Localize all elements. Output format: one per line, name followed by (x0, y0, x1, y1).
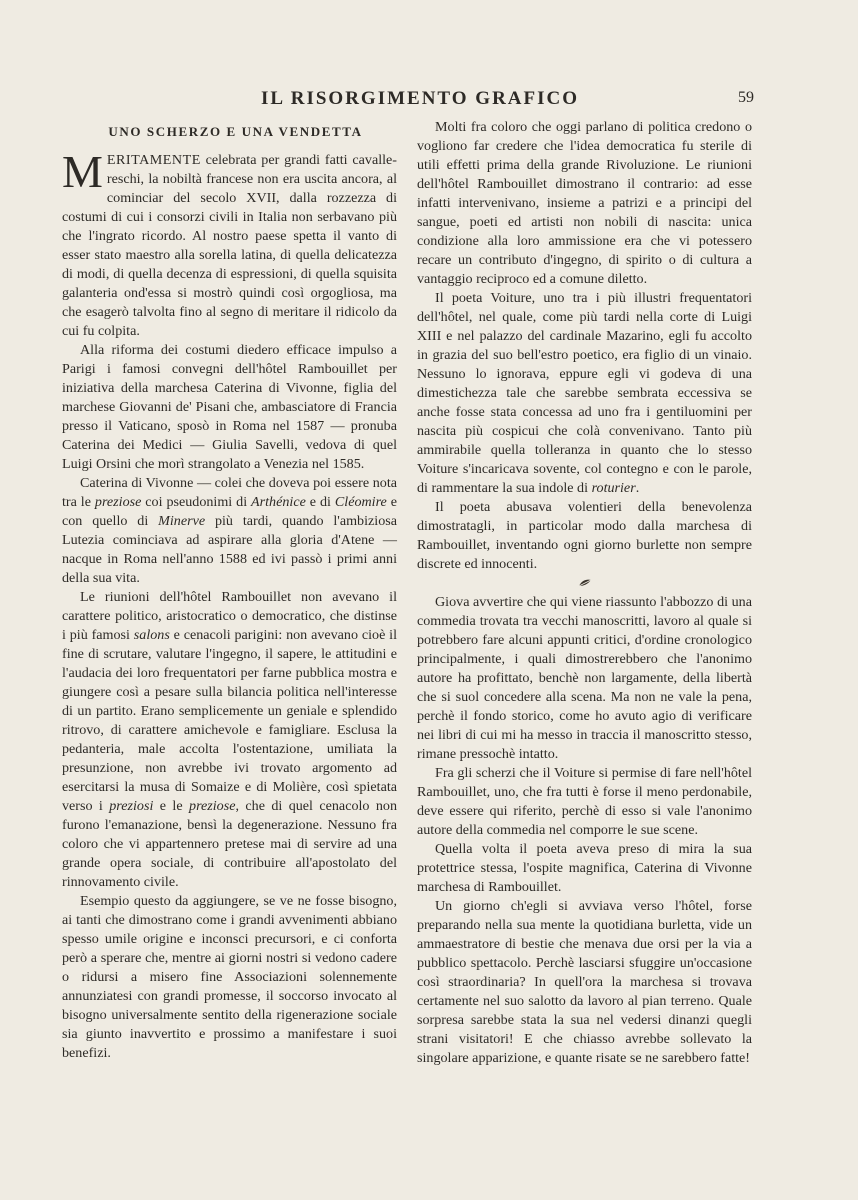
small-caps-lead: ERITAMENTE (106, 152, 201, 168)
text-run: e di (305, 494, 335, 510)
page-number: 59 (738, 89, 754, 106)
text-run: . (635, 480, 640, 496)
italic-term: Arthénice (251, 494, 306, 510)
paragraph-1 (62, 146, 397, 341)
italic-term: preziose (94, 494, 142, 510)
right-column (417, 118, 752, 1068)
paragraph-text: celebrata per grandi fatti cavalle-reschi, la nobiltà francese non era uscita ancora, al cominciar del secolo XVII, dalla rozzezza di costumi di cui i consorzi civili in Italia non serbavano più che l'ingrato ricordo. Al nostro paese spetta il vanto di esser stato maestro alla sorella latina, di quella delicatezza di modi, di quella decenza di espressioni, di quella squisita galanteria ond'essa si mostrò quindi così orgogliosa, ma che esagerò talvolta fino al segno di meritare il ridicolo da cui fu colpita. (62, 152, 397, 339)
paragraph-4 (62, 588, 397, 892)
paragraph-5: Esempio questo da aggiungere, se ve ne fosse bisogno, ai tanti che dimostrano come i grandi avvenimenti abbiano spesso umile origine e inconsci precursori, e ci conforta però a sperare che, mentre ai giorni nostri si vedono cadere o ridursi a misero fine Associazioni solennemente annunziatesi con grandi promesse, il soccorso invocato al bisogno universalmente sentito della rigenerazione sociale sia giunto inavvertito e prossimo a manifestare i suoi benefizi. (62, 893, 397, 1061)
text-run: più tardi, quando l'ambiziosa Lutezia cominciava ad aspirare alla gloria d'Atene — nacque in Roma nell'anno 1588 ed ivi passò i primi anni della sua vita. (62, 513, 397, 586)
text-run: Caterina di Vivonne — colei che doveva poi essere nota tra le (62, 475, 397, 510)
text-run: e le (153, 798, 190, 814)
paragraph-2: Alla riforma dei costumi diedero efficace impulso a Parigi i famosi convegni dell'hôtel Rambouillet per iniziativa della marchesa Caterina di Vivonne, figlia del marchese Giovanni de' Pisani che, ambasciatore di Francia presso il Vaticano, sposò in Roma nel 1587 — pronuba Caterina dei Medici — Giulia Savelli, vedova di quel Luigi Orsini che morì strangolato a Venezia nel 1585. (62, 342, 397, 472)
text-run: Il poeta Voiture, uno tra i più illustri frequentatori dell'hôtel, nel quale, come più tardi nella corte di Luigi XIII e nel palazzo del cardinale Mazarino, egli fu accolto in grazia del suo bell'estro poetico, era figlio di un vinaio. Nessuno lo ignorava, eppure egli vi godeva di una dimestichezza tale che sarebbe sembrata eccessiva se anche fosse stata concessa ad uno fra i gentiluomini per nascita più cospicui che colà convenivano. Tanto più ammirabile quella tolleranza in quanto che lo stesso Voiture s'incaricava sovente, col contegno e con le parole, di rammentare la sua indole di (417, 290, 752, 496)
paragraph-10: Fra gli scherzi che il Voiture si permise di fare nell'hôtel Rambouillet, uno, che fra tutti è forse il meno perdonabile, deve essere qui riferito, perchè di esso si vale l'anonimo autore della commedia nel comporre le sue scene. (417, 765, 752, 838)
paragraph-3 (62, 474, 397, 588)
running-title: IL RISORGIMENTO GRAFICO (260, 88, 580, 109)
left-column (62, 122, 397, 1063)
paragraph-11: Quella volta il poeta aveva preso di mira la sua protettrice stessa, l'ospite magnifica, Caterina di Vivonne marchesa di Rambouillet. (417, 841, 752, 895)
text-run: Le riunioni dell'hôtel Rambouillet non avevano il carattere politico, aristocratico o democratico, che distinse i più famosi (62, 589, 397, 643)
text-run: e cenacoli parigini: non avevano cioè il fine di scrutare, valutare l'ingegno, il sapere, le attitudini e l'audacia dei loro frequentatori per farne pubblica mostra e giungere così a pesare sulla bilancia politica nell'interesse di un partito. Erano semplicemente un geniale e splendido ritrovo, di carattere amichevole e famigliare. Esclusa la pedanteria, male accolta l'ostentazione, umiliata la presunzione, non avrebbe ivi trovato argomento ad esercitarsi la musa di Somaize e di Molière, così spietata verso i (62, 627, 397, 814)
italic-term: roturier (591, 480, 636, 496)
paragraph-9: Giova avvertire che qui viene riassunto l'abbozzo di una commedia trovata tra vecchi manoscritti, lavoro al quale si potrebbero fare alcuni appunti critici, d'ordine cronologico principalmente, i quali dimostrerebbero che l'anonimo autore ha profittato, benchè non largamente, della libertà che si suol concedere alla scena. Ma non ne vale la pena, perchè il fondo storico, come ho avuto agio di verificare nei libri di cui mi ha messo in traccia il manoscritto stesso, rimane pressochè intatto. (417, 594, 752, 762)
italic-term: Cléomire (334, 494, 387, 510)
text-run: coi pseudonimi di (141, 494, 252, 510)
italic-term: salons (133, 627, 170, 643)
italic-term: preziosi (109, 798, 154, 814)
paragraph-8: Il poeta abusava volentieri della benevolenza dimostratagli, in particolar modo dalla marchesa di Rambouillet, inventando ogni giorno burlette non sempre discrete ed innocenti. (417, 499, 752, 572)
paragraph-6: Molti fra coloro che oggi parlano di politica credono o vogliono far credere che l'idea democratica fu sterile di utili effetti prima della grande Rivoluzione. Le riunioni dell'hôtel Rambouillet dimostrano il contrario: ad esse infatti intervenivano, insieme a patrizi e a principi del sangue, poeti ed artisti non nobili di nascita: unica condizione alla loro ammissione era che vi potessero recare un contributo d'ingegno, di spirito o di cultura a vantaggio reciproco ed a comune diletto. (417, 119, 752, 287)
paragraph-7 (417, 289, 752, 498)
italic-term: preziose (189, 798, 236, 814)
text-run: , che di quel cenacolo non furono l'emanazione, bensì la degenerazione. Nessuno fra coloro che vi appartennero pretese mai di servire ad una grande opera sociale, di contribuire all'apostolato del rinnovamento civile. (62, 798, 397, 890)
italic-term: Minerve (158, 513, 206, 529)
drop-cap: M (62, 146, 103, 197)
text-run: e con quello di (62, 494, 398, 529)
paragraph-12: Un giorno ch'egli si avviava verso l'hôtel, forse preparando nella sua mente la quotidiana burletta, vide un ammaestratore di bestie che menava due orsi per la via a pubblico spettacolo. Perchè lasciarsi sfuggire un'occasione così straordinaria? In quell'ora la marchesa si trovava certamente nel suo salotto da lavoro al pian terreno. Quale sorpresa sarebbe stata la sua nel vedersi dinanzi quegli strani visitatori! E che chiasso avrebbe sollevato la singolare apparizione, e quante risate se ne sarebbero fatte! (417, 898, 752, 1066)
leaf-ornament-icon (417, 576, 752, 592)
article-title: UNO SCHERZO E UNA VENDETTA (108, 124, 363, 139)
